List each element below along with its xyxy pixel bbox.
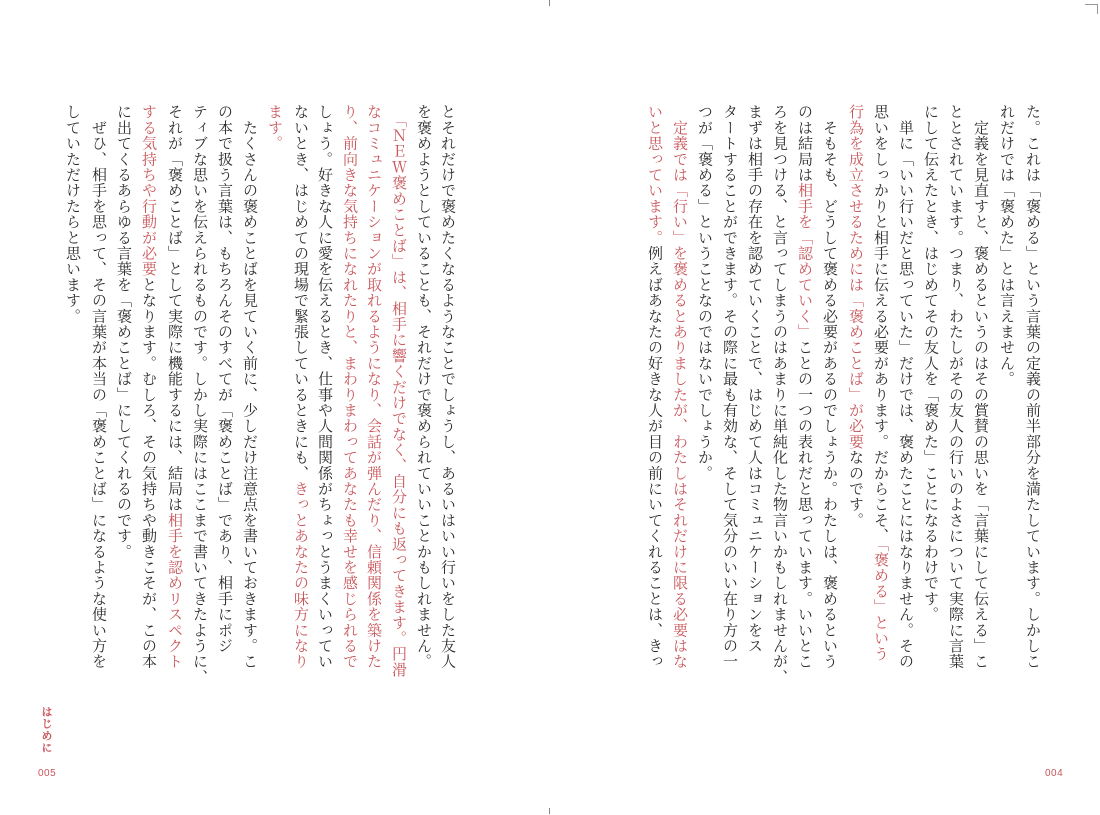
- body-text: ないとき、はじめての現場で緊張しているときにも、: [292, 104, 310, 481]
- body-text: を褒めようとしていることも、それだけで褒められていいことかもしれません。: [415, 104, 433, 670]
- highlighted-text: 行為を成立させるためには「褒めことば」が必要: [847, 104, 865, 450]
- text-column: [769, 104, 791, 685]
- highlighted-text: 「褒める」という: [872, 543, 890, 662]
- highlighted-text: 相手を認めリスペクト: [166, 512, 184, 670]
- text-column: [388, 104, 410, 677]
- body-text: それが「褒めことば」として実際に機能するには、結局は: [166, 104, 184, 513]
- text-column: [413, 104, 435, 669]
- body-text: していただけたらと思います。: [64, 104, 82, 324]
- highlighted-text: きっとあなたの味方になり: [292, 480, 310, 670]
- crop-mark-bottom: [549, 808, 550, 814]
- body-text: とそれだけで褒めたくなるようなことでしょうし、あるいはいい行いをした友人: [439, 104, 457, 670]
- body-text: たくさんの褒めことばを見ていく前に、少しだけ注意点を書いておきます。こ: [241, 104, 259, 670]
- crop-mark-top: [549, 0, 550, 6]
- text-column: [113, 104, 135, 559]
- text-column: [437, 104, 459, 669]
- body-text: のは結局は: [796, 104, 814, 183]
- highlighted-text: 相手を「認めていく」: [796, 182, 814, 340]
- text-column: [819, 104, 841, 669]
- highlighted-text: する気持ちや行動が必要: [140, 104, 158, 277]
- page-number-right: 004: [1045, 768, 1064, 779]
- text-column: [870, 104, 892, 662]
- body-text: ぜひ、相手を思って、その言葉が本当の「褒めことば」になるような使い方を: [90, 104, 108, 670]
- text-column: [895, 104, 917, 669]
- highlighted-text: ます。: [266, 104, 284, 152]
- body-text: タートすることができます。その際に最も有効な、そして気分のいい在り方の一: [721, 104, 739, 670]
- text-column: [644, 104, 666, 669]
- text-column: [62, 104, 84, 324]
- text-column: [996, 104, 1018, 387]
- text-column: [1022, 104, 1044, 669]
- highlighted-text: いと思っています。: [646, 104, 664, 246]
- body-text: れだけでは「褒めた」とは言えません。: [998, 104, 1016, 387]
- text-column: [314, 104, 336, 669]
- text-column: [264, 104, 286, 151]
- body-text: 単に「いい行いだと思っていた」だけでは、褒めたことにはなりません。その: [897, 104, 915, 670]
- body-text: なのです。: [847, 449, 865, 528]
- body-text: しょう。好きな人に愛を伝えるとき、仕事や人間関係がちょっとうまくいってい: [316, 104, 334, 670]
- highlighted-text: 「ＮＥＷ褒めことば」は、相手に響くだけでなく、自分にも返ってきます。円滑: [390, 104, 408, 678]
- text-column: [339, 104, 361, 669]
- text-column: [669, 104, 691, 669]
- text-column: [744, 104, 766, 654]
- text-column: [290, 104, 312, 669]
- body-text: まずは相手の存在を認めていくことで、はじめて人はコミュニケーションをス: [746, 104, 764, 654]
- text-column: [88, 104, 110, 669]
- body-text: に出てくるあらゆる言葉を「褒めことば」にしてくれるのです。: [115, 104, 133, 560]
- body-text: そもそも、どうして褒める必要があるのでしょうか。わたしは、褒めるという: [821, 104, 839, 670]
- text-column: [970, 104, 992, 669]
- crop-mark-corner: [1085, 4, 1097, 5]
- text-column: [719, 104, 741, 669]
- body-text: ことの一つの表れだと思っています。いいとこ: [796, 339, 814, 670]
- page-number-left: 005: [38, 768, 57, 779]
- text-column: [694, 104, 716, 481]
- section-label: はじめに: [40, 706, 53, 754]
- highlighted-text: り、前向きな気持ちになれたりと、まわりまわってあなたも幸せを感じられるで: [341, 104, 359, 670]
- body-text: ろを見つける、と言ってしまうのはあまりに単純化した物言いかもしれませんが、: [771, 104, 789, 685]
- body-text: ティブな思いを伝えられるものです。しかし実際にはここまで書いてきたように、: [191, 104, 209, 685]
- body-text: となります。むしろ、その気持ちや動きこそが、この本: [140, 276, 158, 670]
- body-text: つが「褒める」ということなのではないでしょうか。: [696, 104, 714, 481]
- text-column: [164, 104, 186, 669]
- highlighted-text: 定義では「行い」を褒めるとありましたが、わたしはそれだけに限る必要はな: [671, 104, 689, 670]
- body-text: 定義を見直すと、褒めるというのはその賞賛の思いを「言葉にして伝える」こ: [972, 104, 990, 670]
- body-text: 例えばあなたの好きな人が目の前にいてくれることは、きっ: [646, 245, 664, 670]
- body-text: にして伝えたとき、はじめてその友人を「褒めた」ことになるわけです。: [922, 104, 940, 623]
- highlighted-text: なコミュニケーションが取れるようになり、会話が弾んだり、信頼関係を築けた: [365, 104, 383, 670]
- text-column: [920, 104, 942, 622]
- text-column: [363, 104, 385, 669]
- body-text: の本で扱う言葉は、もちろんそのすべてが「褒めことば」であり、相手にポジ: [216, 104, 234, 654]
- crop-mark-corner: [1097, 4, 1098, 14]
- text-column: [239, 104, 261, 669]
- text-column: [189, 104, 211, 685]
- text-column: [214, 104, 236, 654]
- body-text: ととされています。つまり、わたしがその友人の行いのよさについて実際に言葉: [947, 104, 965, 670]
- body-text: 思いをしっかりと相手に伝える必要があります。だからこそ、: [872, 104, 890, 544]
- body-text: た。これは「褒める」という言葉の定義の前半部分を満たしています。しかしこ: [1024, 104, 1042, 670]
- text-column: [794, 104, 816, 669]
- text-column: [138, 104, 160, 669]
- text-column: [945, 104, 967, 669]
- text-column: [845, 104, 867, 528]
